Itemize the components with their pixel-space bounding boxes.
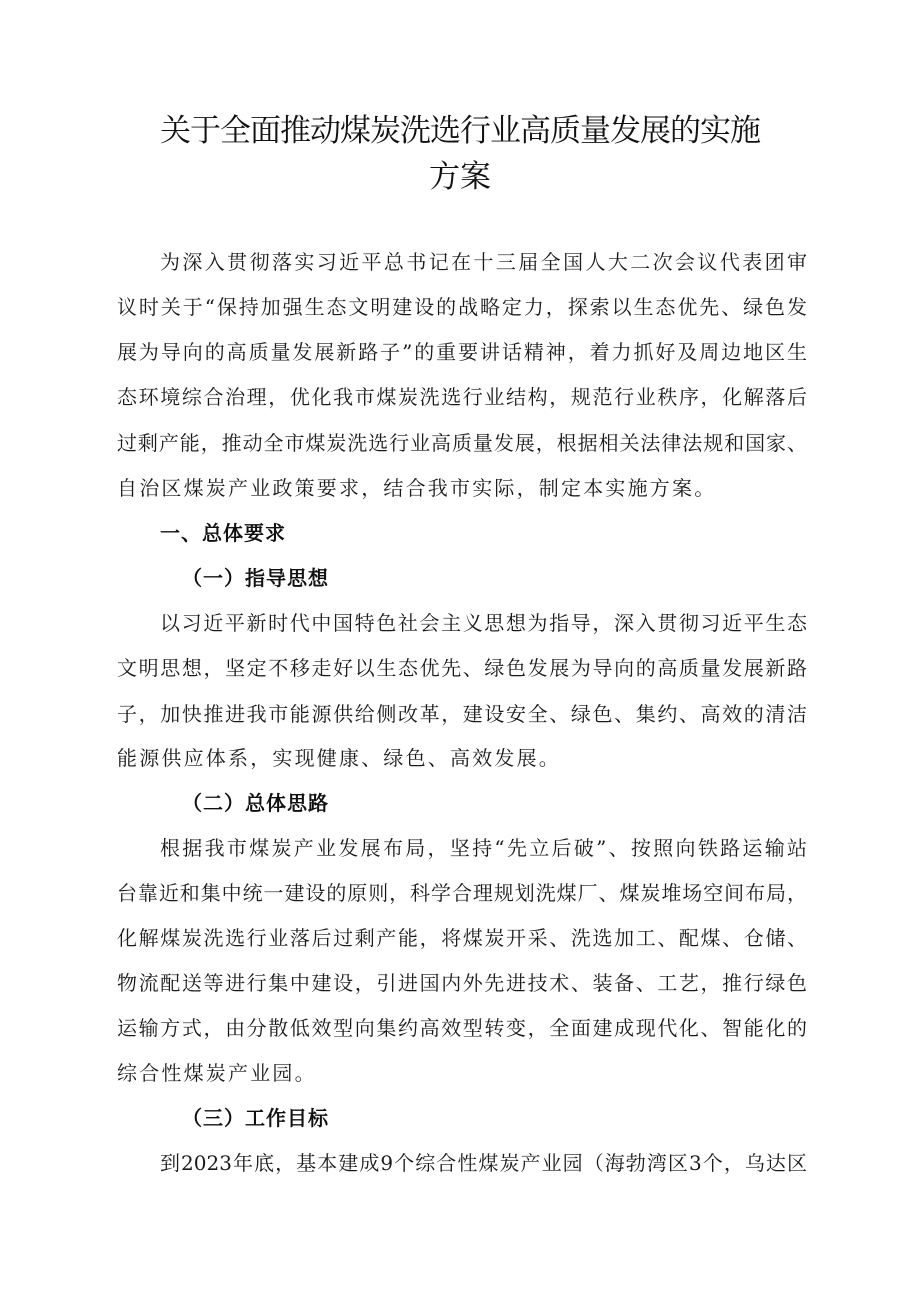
intro-line-2: 议时关于“保持加强生态文明建设的战略定力，探索以生态优先、绿色发 [117, 295, 807, 319]
intro-line-6: 自治区煤炭产业政策要求，结合我市实际，制定本实施方案。 [117, 476, 717, 500]
overall-approach-line-2: 台靠近和集中统一建设的原则，科学合理规划洗煤厂、煤炭堆场空间布局， [117, 881, 807, 905]
overall-approach-line-3: 化解煤炭洗选行业落后过剩产能，将煤炭开采、洗选加工、配煤、仓储、 [117, 926, 807, 950]
document-title-line-1: 关于全面推动煤炭洗选行业高质量发展的实施 [160, 113, 760, 149]
subsection-heading-overall-approach: （二）总体思路 [182, 791, 329, 815]
subsection-heading-guiding-ideology: （一）指导思想 [182, 566, 329, 590]
overall-approach-line-6: 综合性煤炭产业园。 [117, 1061, 317, 1085]
guiding-ideology-line-1: 以习近平新时代中国特色社会主义思想为指导，深入贯彻习近平生态 [160, 611, 807, 635]
overall-approach-line-4: 物流配送等进行集中建设，引进国内外先进技术、装备、工艺，推行绿色 [117, 971, 807, 995]
guiding-ideology-line-3: 子，加快推进我市能源供给侧改革，建设安全、绿色、集约、高效的清洁 [117, 702, 807, 726]
section-heading-general-requirements: 一、总体要求 [160, 521, 286, 545]
intro-line-1: 为深入贯彻落实习近平总书记在十三届全国人大二次会议代表团审 [160, 250, 807, 274]
intro-line-3: 展为导向的高质量发展新路子”的重要讲话精神，着力抓好及周边地区生 [117, 340, 807, 364]
guiding-ideology-line-2: 文明思想，坚定不移走好以生态优先、绿色发展为导向的高质量发展新路 [117, 656, 807, 680]
work-objectives-line-1: 到2023年底，基本建成9个综合性煤炭产业园（海勃湾区3个，乌达区 [160, 1151, 807, 1175]
intro-line-5: 过剩产能，推动全市煤炭洗选行业高质量发展，根据相关法律法规和国家、 [117, 431, 807, 455]
guiding-ideology-line-4: 能源供应体系，实现健康、绿色、高效发展。 [117, 746, 561, 770]
subsection-heading-work-objectives: （三）工作目标 [182, 1106, 329, 1130]
overall-approach-line-5: 运输方式，由分散低效型向集约高效型转变，全面建成现代化、智能化的 [117, 1016, 807, 1040]
document-title-line-2: 方案 [429, 159, 491, 195]
overall-approach-line-1: 根据我市煤炭产业发展布局，坚持“先立后破”、按照向铁路运输站 [160, 836, 807, 860]
intro-line-4: 态环境综合治理，优化我市煤炭洗选行业结构，规范行业秩序，化解落后 [117, 385, 807, 409]
